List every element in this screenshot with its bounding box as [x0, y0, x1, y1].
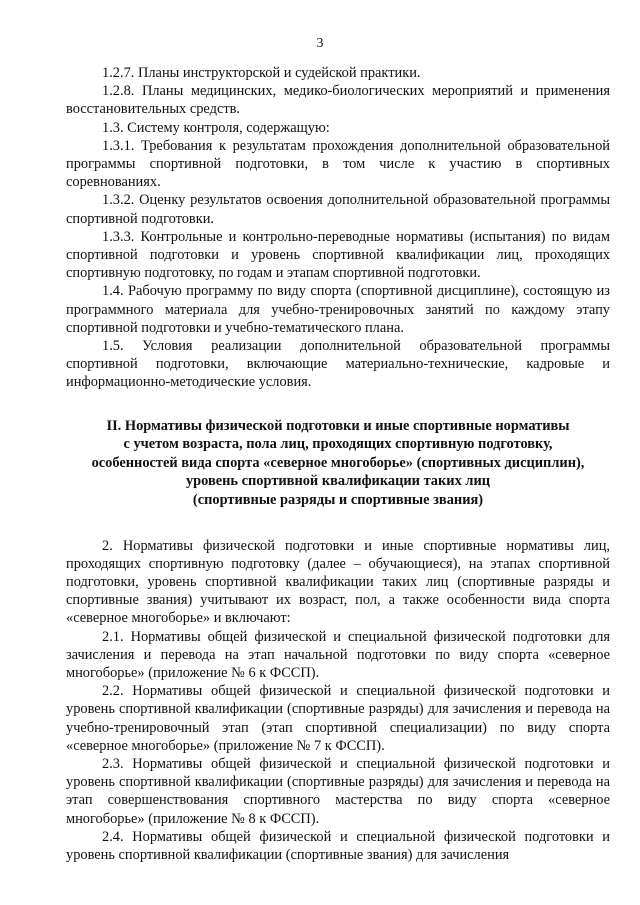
section-heading-line: (спортивные разряды и спортивные звания) [192, 492, 484, 509]
paragraph-1-3-2: 1.3.2. Оценку результатов освоения дополнительной образовательной программы спортивной подготовки. [66, 192, 610, 227]
document-body [66, 64, 610, 864]
paragraph-2-2: 2.2. Нормативы общей физической и специальной физической подготовки и уровень спортивной квалификации (спортивные разряды) для зачисления и перевода на учебно-тренировочный этап (этап спортивной специализации) по виду спорта «северное многоборье» (приложение № 7 к ФССП). [66, 683, 610, 754]
section-heading [66, 417, 610, 510]
paragraph-2-4: 2.4. Нормативы общей физической и специальной физической подготовки и уровень спортивной квалификации (спортивные звания) для зачисления [66, 828, 610, 864]
paragraph-1-2-7: 1.2.7. Планы инструкторской и судейской практики. [102, 65, 421, 81]
paragraph-2: 2. Нормативы физической подготовки и иные спортивные нормативы лиц, проходящих спортивную подготовку (далее – обучающиеся), на этапах спортивной подготовки, уровень спортивной квалификации таких лиц (спортивные разряды и спортивные звания) учитывают их возраст, пол, а также особенности вида спорта «северное многоборье» и включают: [66, 537, 610, 627]
paragraph-1-2-8: 1.2.8. Планы медицинских, медико-биологических мероприятий и применения восстановительных средств. [66, 83, 610, 118]
paragraph-1-5: 1.5. Условия реализации дополнительной образовательной программы спортивной подготовки, включающие материально-технические, кадровые и информационно-методические условия. [66, 338, 610, 391]
section-heading-line: с учетом возраста, пола лиц, проходящих спортивную подготовку, [123, 436, 553, 453]
section-heading-line: особенностей вида спорта «северное многоборье» (спортивных дисциплин), [91, 454, 585, 471]
section-heading-line: уровень спортивной квалификации таких лиц [185, 473, 491, 490]
paragraph-1-3: 1.3. Систему контроля, содержащую: [102, 119, 330, 136]
paragraph-2-3: 2.3. Нормативы общей физической и специальной физической подготовки и уровень спортивной квалификации (спортивные разряды) для зачисления и перевода на этап совершенствования спортивного мастерства по виду спорта «северное многоборье» (приложение № 8 к ФССП). [66, 756, 610, 827]
section-heading-line: II. Нормативы физической подготовки и иные спортивные нормативы [106, 417, 570, 434]
paragraph-1-3-1: 1.3.1. Требования к результатам прохождения дополнительной образовательной программы спортивной подготовки, в том числе к участию в спортивных соревнованиях. [66, 137, 610, 191]
paragraph-1-4: 1.4. Рабочую программу по виду спорта (спортивной дисциплине), состоящую из программного материала для учебно-тренировочных занятий по каждому этапу спортивной подготовки и учебно-тематического плана. [66, 283, 610, 336]
page-number: 3 [316, 36, 324, 51]
paragraph-1-3-3: 1.3.3. Контрольные и контрольно-переводные нормативы (испытания) по видам спортивной подготовки и уровень спортивной квалификации лиц, проходящих спортивную подготовку, по годам и этапам спортивной подготовки. [66, 228, 610, 282]
paragraph-2-1: 2.1. Нормативы общей физической и специальной физической подготовки для зачисления и перевода на этап начальной подготовки по виду спорта «северное многоборье» (приложение № 6 к ФССП). [66, 628, 610, 682]
